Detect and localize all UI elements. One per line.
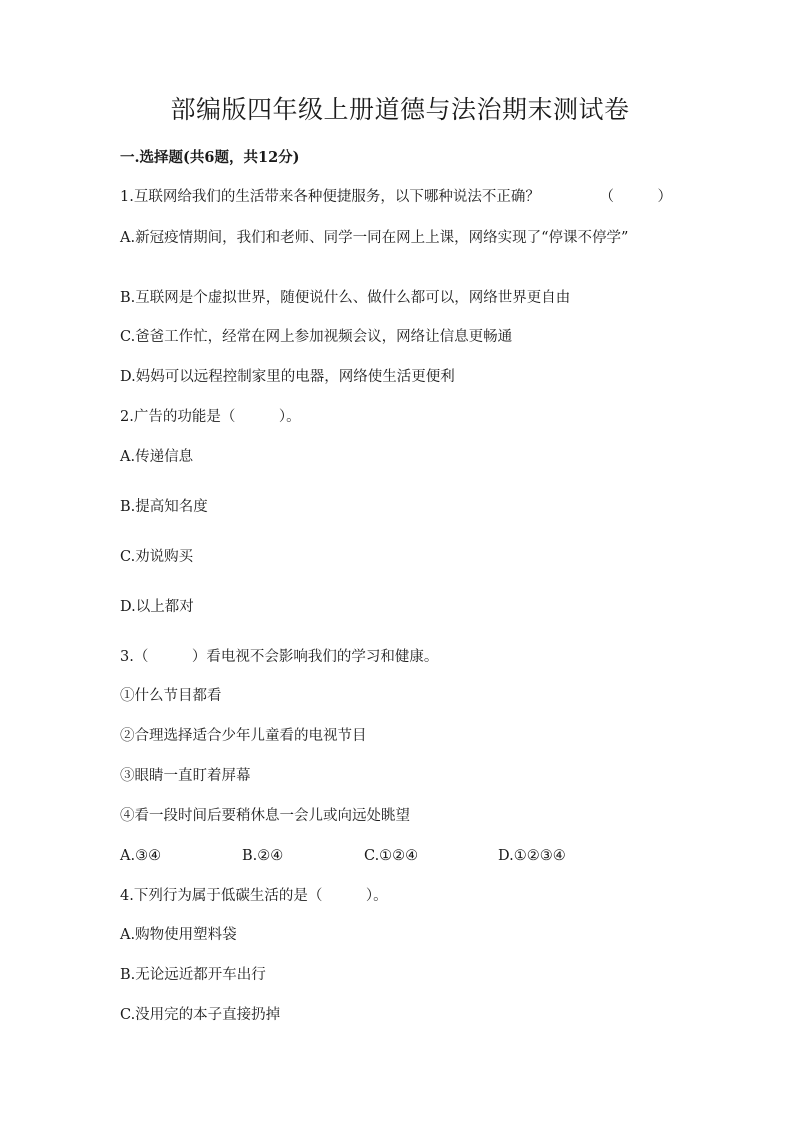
question-3-item-3: ③眼睛一直盯着屏幕 xyxy=(120,768,251,784)
question-1-option-a: A.新冠疫情期间，我们和老师、同学一同在网上上课，网络实现了“停课不停学” xyxy=(120,230,629,246)
question-3-option-a: A.③④ xyxy=(120,848,162,864)
question-1-option-b: B.互联网是个虚拟世界，随便说什么、做什么都可以，网络世界更自由 xyxy=(120,290,571,306)
question-3-option-d: D.①②③④ xyxy=(498,848,566,864)
question-1-option-d: D.妈妈可以远程控制家里的电器，网络使生活更便利 xyxy=(120,369,455,385)
question-3-option-c: C.①②④ xyxy=(364,848,419,864)
question-3-stem: 3.（ ）看电视不会影响我们的学习和健康。 xyxy=(120,649,439,665)
question-3-item-1: ①什么节目都看 xyxy=(120,688,222,704)
question-4-option-b: B.无论远近都开车出行 xyxy=(120,967,266,983)
question-4-option-a: A.购物使用塑料袋 xyxy=(120,927,237,943)
question-2-option-b: B.提高知名度 xyxy=(120,499,208,515)
question-2-option-d: D.以上都对 xyxy=(120,599,194,615)
question-4-option-c: C.没用完的本子直接扔掉 xyxy=(120,1007,281,1023)
question-1 xyxy=(120,185,680,209)
question-3-item-4: ④看一段时间后要稍休息一会儿或向远处眺望 xyxy=(120,808,410,824)
question-4-stem: 4.下列行为属于低碳生活的是（ ）。 xyxy=(120,888,388,904)
question-2-stem: 2.广告的功能是（ ）。 xyxy=(120,409,301,425)
question-1-option-c: C.爸爸工作忙，经常在网上参加视频会议，网络让信息更畅通 xyxy=(120,329,513,345)
question-3-option-b: B.②④ xyxy=(242,848,284,864)
section-heading: 一.选择题(共6题，共12分) xyxy=(120,149,300,166)
page-title: 部编版四年级上册道德与法治期末测试卷 xyxy=(170,95,630,124)
question-1-answer-blank: （ ） xyxy=(599,189,672,205)
question-2-option-a: A.传递信息 xyxy=(120,449,194,465)
question-1-stem: 1.互联网给我们的生活带来各种便捷服务，以下哪种说法不正确？ xyxy=(120,189,540,205)
question-3-item-2: ②合理选择适合少年儿童看的电视节目 xyxy=(120,728,367,744)
question-2-option-c: C.劝说购买 xyxy=(120,549,194,565)
